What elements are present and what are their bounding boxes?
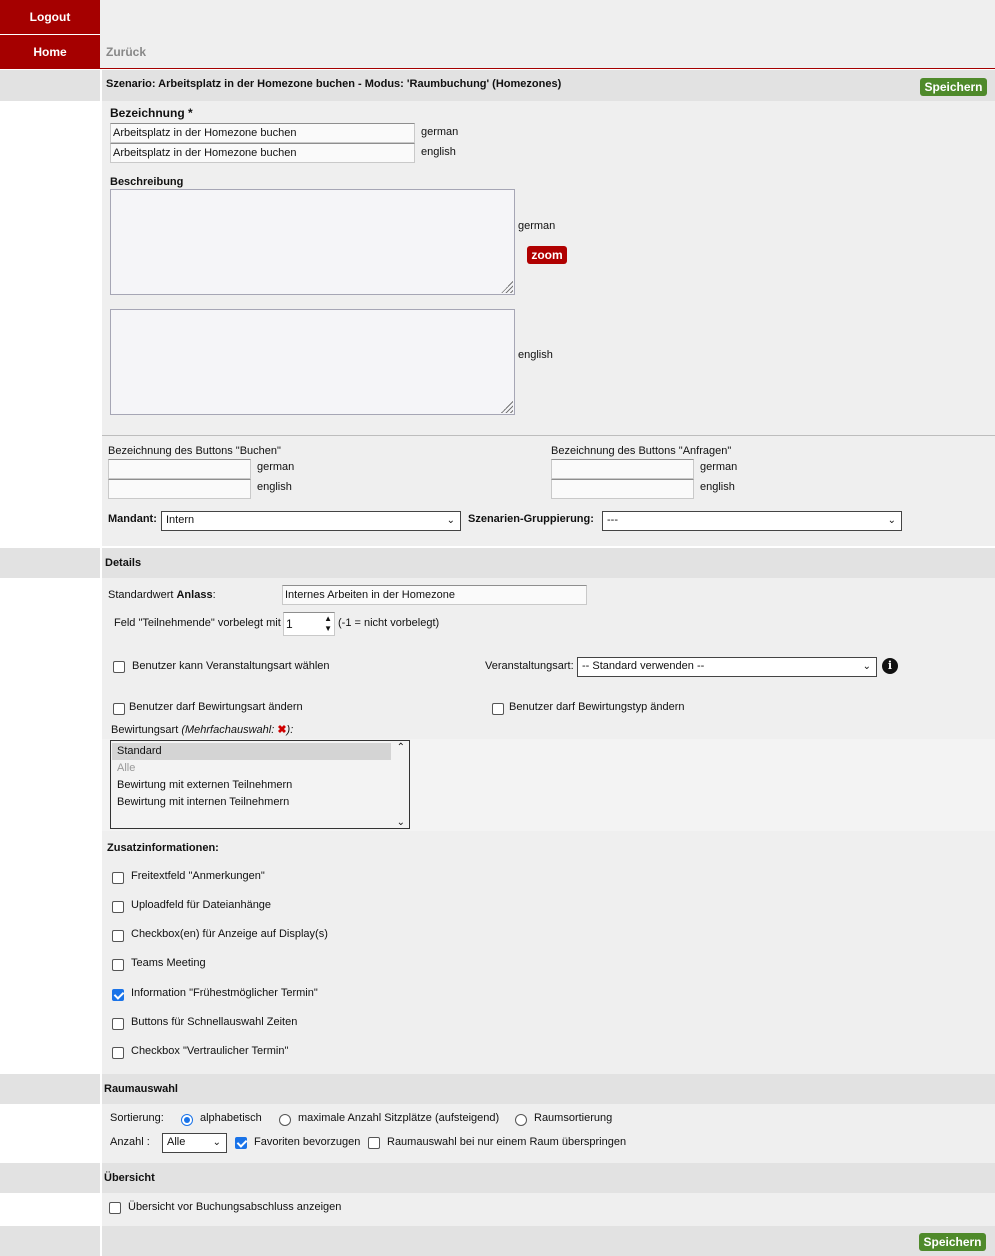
bewirtungsart-checkbox[interactable]: [113, 703, 125, 715]
bewirtungsart-listbox[interactable]: [110, 740, 410, 829]
zusatz-label: Checkbox(en) für Anzeige auf Display(s): [131, 928, 328, 940]
home-button[interactable]: Home: [0, 35, 100, 69]
gruppierung-select[interactable]: [602, 511, 902, 531]
left-strip-uebersicht: [0, 1163, 100, 1193]
bezeichnung-german-input[interactable]: Arbeitsplatz in der Homezone buchen: [110, 123, 415, 143]
bezeichnung-english-lang: english: [421, 146, 456, 158]
raumauswahl-title: Raumauswahl: [104, 1083, 178, 1095]
sort-radio-sitzplaetze[interactable]: [279, 1114, 291, 1126]
details-title: Details: [105, 557, 142, 569]
zusatz-checkbox[interactable]: [112, 1018, 124, 1030]
panel-divider: [102, 435, 995, 436]
beschreibung-english-textarea[interactable]: [110, 309, 515, 415]
teilnehmende-hint: (-1 = nicht vorbelegt): [338, 617, 440, 629]
stepper-icon[interactable]: ▲ ▼: [324, 614, 332, 633]
beschreibung-label: Beschreibung: [110, 176, 184, 188]
zusatz-label: Information "Frühestmöglicher Termin": [131, 987, 318, 999]
list-option[interactable]: Standard: [112, 743, 391, 760]
uebersicht-header: [102, 1163, 995, 1193]
mandant-select[interactable]: [161, 511, 461, 531]
save-button-bottom[interactable]: Speichern: [919, 1233, 986, 1251]
veranstaltungsart-checkbox[interactable]: [113, 661, 125, 673]
uebersicht-checkbox[interactable]: [109, 1202, 121, 1214]
sortierung-label: Sortierung:: [110, 1112, 164, 1124]
zusatz-checkbox[interactable]: [112, 989, 124, 1001]
button-buchen-german-input[interactable]: [108, 459, 251, 479]
resize-handle-icon[interactable]: [501, 401, 513, 413]
chevron-down-icon: ⌄: [862, 661, 871, 672]
sort-radio-raumsortierung[interactable]: [515, 1114, 527, 1126]
bezeichnung-german-lang: german: [421, 126, 459, 138]
sort-option-label: maximale Anzahl Sitzplätze (aufsteigend): [298, 1112, 500, 1124]
skip-label: Raumauswahl bei nur einem Raum überspringen: [387, 1136, 627, 1148]
zusatz-label: Checkbox "Vertraulicher Termin": [131, 1045, 289, 1057]
sort-option-label: Raumsortierung: [534, 1112, 613, 1124]
save-button-top[interactable]: Speichern: [920, 78, 987, 96]
bewirtungsart-label: [111, 723, 293, 736]
veranstaltungsart-value: -- Standard verwenden --: [582, 660, 705, 672]
logout-button[interactable]: Logout: [0, 0, 100, 34]
anzahl-select[interactable]: [162, 1133, 227, 1153]
nav-divider: [0, 68, 995, 69]
info-icon[interactable]: i: [882, 658, 898, 674]
details-header: [102, 548, 995, 578]
anlass-suffix: :: [212, 589, 216, 601]
bewirtungsart-hint-end: ):: [286, 724, 294, 736]
anlass-prefix: Standardwert: [108, 589, 177, 601]
zusatz-label: Uploadfeld für Dateianhänge: [131, 899, 272, 911]
gruppierung-value: ---: [607, 514, 618, 526]
button-buchen-english-lang: english: [257, 481, 292, 493]
anzahl-value: Alle: [167, 1136, 186, 1148]
left-strip-header: [0, 70, 100, 101]
anlass-bold: Anlass: [176, 589, 213, 601]
bewirtungstyp-cb-label: Benutzer darf Bewirtungstyp ändern: [509, 701, 685, 713]
zusatz-checkbox[interactable]: [112, 959, 124, 971]
favoriten-checkbox[interactable]: [235, 1137, 247, 1149]
bewirtungsart-text: Bewirtungsart: [111, 724, 179, 736]
uebersicht-title: Übersicht: [104, 1172, 155, 1184]
footer-bar: [102, 1226, 995, 1256]
bewirtungsart-hint: (Mehrfachauswahl:: [181, 724, 275, 736]
zusatz-checkbox[interactable]: [112, 930, 124, 942]
back-link[interactable]: Zurück: [106, 45, 147, 59]
button-anfragen-english-input[interactable]: [551, 479, 694, 499]
veranstaltungsart-label: Veranstaltungsart:: [485, 660, 574, 672]
left-strip-details: [0, 548, 100, 578]
raumauswahl-header: [102, 1074, 995, 1104]
mandant-label: Mandant:: [108, 513, 157, 525]
veranstaltungsart-cb-label: Benutzer kann Veranstaltungsart wählen: [132, 660, 330, 672]
teilnehmende-input[interactable]: [283, 612, 335, 636]
zusatz-checkbox[interactable]: [112, 872, 124, 884]
resize-handle-icon[interactable]: [501, 281, 513, 293]
teilnehmende-label: Feld "Teilnehmende" vorbelegt mit: [114, 617, 281, 629]
chevron-down-icon: ⌄: [446, 515, 455, 526]
button-buchen-english-input[interactable]: [108, 479, 251, 499]
clear-selection-icon[interactable]: ✖: [277, 724, 287, 736]
anzahl-label: Anzahl :: [110, 1136, 150, 1148]
sort-radio-alphabetisch[interactable]: [181, 1114, 193, 1126]
zusatz-title: Zusatzinformationen:: [107, 842, 219, 854]
top-bar: [100, 0, 995, 68]
button-anfragen-label: Bezeichnung des Buttons "Anfragen": [551, 445, 732, 457]
scenario-title: Szenario: Arbeitsplatz in der Homezone buchen - Modus: 'Raumbuchung' (Homezones): [106, 78, 562, 90]
veranstaltungsart-select[interactable]: [577, 657, 877, 677]
scroll-down-icon[interactable]: ⌄: [396, 817, 405, 828]
zusatz-checkbox[interactable]: [112, 901, 124, 913]
chevron-down-icon: ⌄: [212, 1137, 221, 1148]
beschreibung-english-lang: english: [518, 349, 553, 361]
left-strip-raum: [0, 1074, 100, 1104]
gruppierung-label: Szenarien-Gruppierung:: [468, 513, 594, 525]
skip-checkbox[interactable]: [368, 1137, 380, 1149]
bewirtungsart-cb-label: Benutzer darf Bewirtungsart ändern: [129, 701, 303, 713]
teilnehmende-value: 1: [286, 617, 293, 631]
chevron-down-icon: ⌄: [887, 515, 896, 526]
anlass-input[interactable]: Internes Arbeiten in der Homezone: [282, 585, 587, 605]
list-option[interactable]: Alle: [117, 762, 136, 774]
list-option[interactable]: Bewirtung mit internen Teilnehmern: [117, 796, 290, 808]
sort-option-label: alphabetisch: [200, 1112, 262, 1124]
beschreibung-german-lang: german: [518, 220, 556, 232]
button-anfragen-english-lang: english: [700, 481, 735, 493]
favoriten-label: Favoriten bevorzugen: [254, 1136, 361, 1148]
uebersicht-label: Übersicht vor Buchungsabschluss anzeigen: [128, 1201, 342, 1213]
mandant-value: Intern: [166, 514, 195, 526]
zusatz-label: Buttons für Schnellauswahl Zeiten: [131, 1016, 298, 1028]
bezeichnung-label: Bezeichnung *: [110, 106, 193, 120]
button-anfragen-german-lang: german: [700, 461, 738, 473]
scroll-up-icon[interactable]: ⌃: [396, 742, 405, 753]
beschreibung-german-textarea[interactable]: [110, 189, 515, 295]
zusatz-label: Freitextfeld "Anmerkungen": [131, 870, 265, 882]
left-strip-footer: [0, 1226, 100, 1256]
button-anfragen-german-input[interactable]: [551, 459, 694, 479]
zusatz-label: Teams Meeting: [131, 957, 206, 969]
list-option[interactable]: Bewirtung mit externen Teilnehmern: [117, 779, 293, 791]
anlass-label: [108, 589, 216, 601]
button-buchen-label: Bezeichnung des Buttons "Buchen": [108, 445, 281, 457]
bezeichnung-english-input[interactable]: Arbeitsplatz in der Homezone buchen: [110, 143, 415, 163]
button-buchen-german-lang: german: [257, 461, 295, 473]
zusatz-checkbox[interactable]: [112, 1047, 124, 1059]
bewirtungstyp-checkbox[interactable]: [492, 703, 504, 715]
zoom-button[interactable]: zoom: [527, 246, 567, 264]
